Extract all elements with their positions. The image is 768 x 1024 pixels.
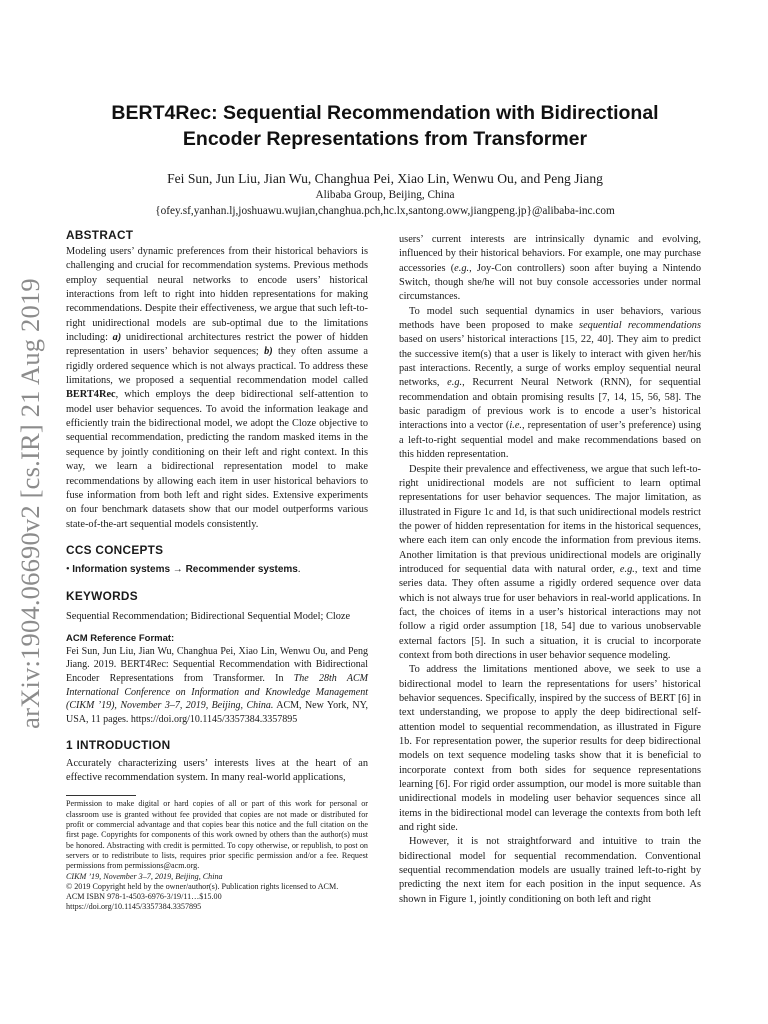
right-paragraph-5: However, it is not straightforward and intuitive to train the bidirectional model for sequential recommendation. Conventional sequential recommendation models are usually trained left-to-right by predicting the next item for each position in the input sequence. As shown in Figure 1, jointly conditioning on both left and right (399, 836, 701, 905)
ccs-end: . (297, 563, 301, 575)
rp2-d: , representation of user’s preference) using a left-to-right sequential model and make recommendations based on this hidden representation. (399, 420, 701, 461)
abstract-part-4: , which employs the deep bidirectional self-attention to model user behavior sequences. To avoid the information leakage and efficiently train the bidirectional model, we adopt the Cloze objective to sequential recommendation, predicting the random masked items in the sequence by jointly conditioning on their left and right context. In this way, we learn a bidirectional representation model to make recommendations by allowing each item in user historical behaviors to fuse information from both left and right sides. Extensive experiments on four benchmark datasets show that our model outperforms various state-of-the-art sequential models consistently. (66, 389, 368, 530)
arxiv-stamp-text: arXiv:1904.06690v2 [cs.IR] 21 Aug 2019 (14, 277, 45, 729)
rp3-eg: e.g. (619, 563, 635, 575)
rp1-eg: e.g. (454, 262, 470, 274)
limitation-b-marker: b) (264, 346, 273, 358)
acm-ref-part-2: ACM, New York, NY, USA, 11 pages. https://doi.org/10.1145/3357384.3357895 (66, 700, 369, 726)
rp2-em: sequential recommendations (579, 320, 701, 332)
rp3-b: , text and time series data. They often assume a rigidly ordered sequence over data which is not always true for user behaviors in real-world applications. In fact, the choices of items in a user’s historical interactions may not follow a rigid order assumption [18, 54] due to various unobservable external factors [5]. In such a situation, it is crucial to incorporate context from both directions in user behavior sequence modeling. (399, 563, 701, 661)
rp2-eg: e.g. (447, 377, 463, 389)
abstract-part-2: unidirectional architectures restrict the power of hidden representation in users’ behavior sequences; (66, 332, 368, 358)
left-column (66, 228, 368, 913)
ccs-heading: CCS CONCEPTS (66, 542, 164, 557)
right-paragraph-1 (399, 233, 701, 305)
acm-reference-text (66, 645, 368, 727)
isbn-line: ACM ISBN 978-1-4503-6976-3/19/11…$15.00 (66, 892, 222, 902)
introduction-text: Accurately characterizing users’ interests lives at the heart of an effective recommendation system. In many real-world applications, (66, 757, 368, 784)
abstract-part-3: they often assume a rigidly ordered sequence which is not always practical. To address these limitations, we proposed a sequential recommendation model called (66, 346, 368, 387)
permission-notice: Permission to make digital or hard copies of all or part of this work for personal or classroom use is granted without fee provided that copies are not made or distributed for profit or commercial advantage and that copies bear this notice and the full citation on the first page. Copyrights for components of this work owned by others than the author(s) must be honored. Abstracting with credit is permitted. To copy otherwise, or republish, to post on servers or to redistribute to lists, requires prior specific permission and/or a fee. Request permissions from permissions@acm.org. (66, 799, 368, 871)
right-paragraph-2 (399, 305, 701, 463)
right-column (399, 233, 701, 907)
right-paragraph-4: To address the limitations mentioned above, we seek to use a bidirectional model to learn the representations for users’ historical behavior sequences. Specifically, inspired by the success of BERT [6] in text understanding, we propose to apply the deep bidirectional self-attention model to sequential recommendation, as illustrated in Figure 1b. For representation power, the superior results for deep bidirectional models on text sequence modeling tasks show that it is beneficial to incorporate context from both sides for sequence representations learning [6]. For rigid order assumption, our model is more suitable than unidirectional models in modeling user behavior sequences since all items in the bidirectional model can leverage the contexts from both left and right side. (399, 664, 701, 834)
abstract-text (66, 245, 368, 532)
copyright-line: © 2019 Copyright held by the owner/author(s). Publication rights licensed to ACM. (66, 881, 339, 891)
title-line-2: Encoder Representations from Transformer (182, 128, 588, 150)
rp2-ie: i.e. (509, 420, 523, 432)
abstract-heading: ABSTRACT (66, 228, 134, 242)
acm-reference-heading: ACM Reference Format: (66, 632, 175, 644)
introduction-heading: 1 INTRODUCTION (66, 737, 171, 752)
ccs-concept: Information systems → Recommender systems (72, 563, 298, 575)
rp2-a: To model such sequential dynamics in user behaviors, various methods have been proposed to make (399, 305, 701, 332)
arxiv-stamp (4, 277, 56, 729)
rp2-c: , Recurrent Neural Network (RNN), for sequential recommendation and obtain promising results [7, 14, 15, 56, 58]. The basic paradigm of previous work is to encode a user’s historical interactions into a vector ( (399, 377, 701, 432)
rp2-b: based on users’ historical interactions [15, 22, 40]. They aim to predict the successive item(s) that a user is likely to interact with given her/his past interactions. Recently, a surge of works employ sequential neural networks, (399, 334, 701, 389)
rp1-a: users’ current interests are intrinsically dynamic and evolving, influenced by their historical behaviors. For example, one may purchase accessories ( (399, 234, 701, 274)
ccs-concepts (66, 563, 368, 577)
rp1-b: , Joy-Con controllers) soon after buying a Nintendo Switch, though she/he will not buy console accessories under normal circumstances. (399, 262, 701, 303)
footnote-rule (66, 795, 136, 796)
right-paragraph-3 (399, 463, 701, 664)
doi-line: https://doi.org/10.1145/3357384.3357895 (66, 902, 202, 912)
author-emails: {ofey.sf,yanhan.lj,joshuawu.wujian,changhua.pch,hc.lx,santong.oww,jiangpeng.jp}@alibaba-inc.com (155, 205, 615, 217)
model-name: BERT4Rec (66, 389, 116, 401)
paper-title (62, 100, 708, 152)
limitation-a-marker: a) (112, 332, 122, 344)
affiliation: Alibaba Group, Beijing, China (315, 189, 455, 201)
keywords-heading: KEYWORDS (66, 589, 138, 604)
ccs-bullet: • (66, 563, 70, 575)
footnote (66, 799, 368, 912)
abstract-part-1: Modeling users’ dynamic preferences from their historical behaviors is challenging and crucial for recommendation systems. Previous methods employ sequential neural networks to encode users’ historical interactions from left to right into hidden representations for making recommendations. Despite their effectiveness, we argue that such left-to-right unidirectional models are sub-optimal due to the limitations including: (66, 246, 368, 344)
rp3-a: Despite their prevalence and effectiveness, we argue that such left-to-right unidirectional models are not sufficient to learn optimal representations for user behavior sequences. The major limitation, as illustrated in Figure 1c and 1d, is that such unidirectional models restrict the power of hidden representation for items in the historical sequences, where each item can only encode the information from previous items. Another limitation is that previous unidirectional models are originally introduced for sequential data with natural order, (399, 463, 701, 575)
acm-ref-part-1: Fei Sun, Jun Liu, Jian Wu, Changhua Pei, Xiao Lin, Wenwu Ou, and Peng Jiang. 2019. BERT4Rec: Sequential Recommendation with Bidirectional Encoder Representations from Transformer. In (66, 645, 368, 684)
keywords-text: Sequential Recommendation; Bidirectional Sequential Model; Cloze (66, 611, 351, 623)
acm-ref-venue: The 28th ACM International Conference on Information and Knowledge Management (CIKM ’19), November 3–7, 2019, Beijing, China. (66, 672, 368, 712)
title-line-1: BERT4Rec: Sequential Recommendation with Bidirectional (111, 102, 659, 124)
conference-line: CIKM ’19, November 3–7, 2019, Beijing, China (66, 871, 223, 881)
author-list: Fei Sun, Jun Liu, Jian Wu, Changhua Pei, Xiao Lin, Wenwu Ou, and Peng Jiang (167, 171, 603, 186)
